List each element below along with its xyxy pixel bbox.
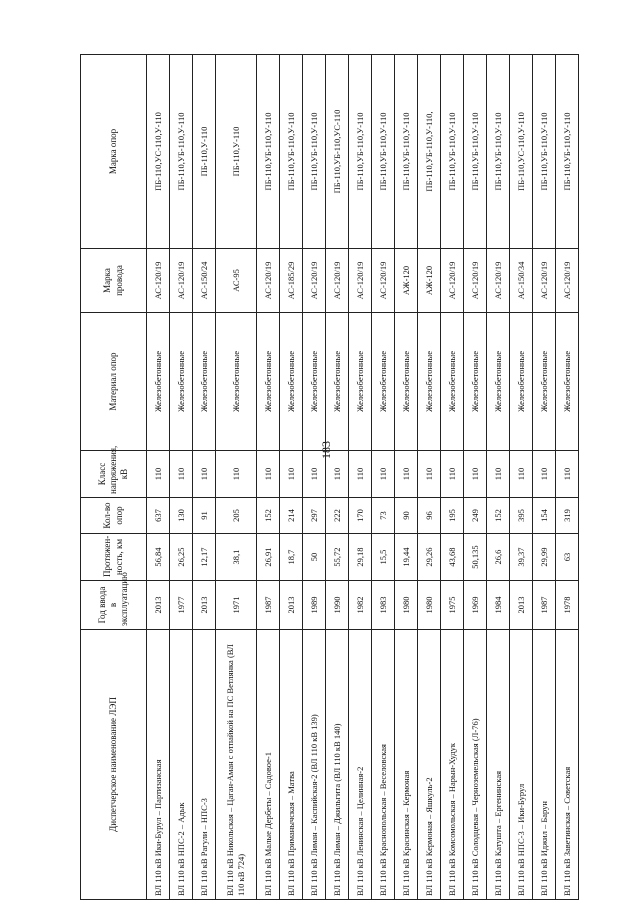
cell-voltage: 110: [170, 451, 193, 498]
cell-towers-count: 249: [463, 498, 486, 534]
cell-year: 1980: [417, 581, 440, 630]
cell-year: 1989: [302, 581, 325, 630]
cell-year: 1984: [486, 581, 509, 630]
cell-tower-grade: ПБ-110,УБ-110,У-110: [256, 55, 279, 249]
cell-tower-grade: ПБ-110,УБ-110,У-110: [170, 55, 193, 249]
cell-length: 39,37: [509, 534, 532, 581]
header-tower-grade: Марка опор: [81, 55, 147, 249]
cell-towers-count: 130: [170, 498, 193, 534]
cell-year: 1969: [463, 581, 486, 630]
header-wire-grade: Марка провода: [81, 249, 147, 313]
cell-towers-count: 637: [147, 498, 170, 534]
cell-length: 29,26: [417, 534, 440, 581]
cell-line-name: ВЛ 110 кВ Красинская – Кермоная: [394, 630, 417, 900]
table-body: [147, 55, 579, 900]
cell-tower-material: Железобетонные: [371, 313, 394, 451]
cell-wire-grade: АС-120/19: [371, 249, 394, 313]
cell-towers-count: 395: [509, 498, 532, 534]
cell-tower-grade: ПБ-110,УБ-110,УС-110: [325, 55, 348, 249]
cell-length: 29,18: [348, 534, 371, 581]
cell-voltage: 110: [147, 451, 170, 498]
table-row: [532, 55, 555, 900]
cell-tower-material: Железобетонные: [170, 313, 193, 451]
cell-tower-grade: ПБ-110,УБ-110,У-110: [532, 55, 555, 249]
cell-tower-material: Железобетонные: [348, 313, 371, 451]
cell-voltage: 110: [509, 451, 532, 498]
cell-length: 29,99: [532, 534, 555, 581]
cell-voltage: 110: [532, 451, 555, 498]
table-row: [463, 55, 486, 900]
cell-tower-grade: ПБ-110,УБ-110,У-110: [440, 55, 463, 249]
cell-voltage: 110: [371, 451, 394, 498]
header-length: Протяжен-ность, км: [81, 534, 147, 581]
cell-length: 19,44: [394, 534, 417, 581]
cell-tower-material: Железобетонные: [325, 313, 348, 451]
cell-wire-grade: АС-150/34: [509, 249, 532, 313]
cell-voltage: 110: [417, 451, 440, 498]
cell-tower-grade: ПБ-110,УБ-110,У-110: [486, 55, 509, 249]
cell-wire-grade: АС-120/19: [440, 249, 463, 313]
cell-length: 26,6: [486, 534, 509, 581]
cell-line-name: ВЛ 110 кВ Краснопольская – Веселовская: [371, 630, 394, 900]
cell-length: 50: [302, 534, 325, 581]
cell-wire-grade: АЖ-120: [417, 249, 440, 313]
cell-voltage: 110: [256, 451, 279, 498]
table-row: [325, 55, 348, 900]
cell-towers-count: 195: [440, 498, 463, 534]
cell-towers-count: 319: [555, 498, 578, 534]
cell-tower-material: Железобетонные: [279, 313, 302, 451]
cell-tower-grade: ПБ-110,УБ-110,У-110: [279, 55, 302, 249]
cell-towers-count: 170: [348, 498, 371, 534]
table-row: [216, 55, 257, 900]
cell-tower-grade: ПБ-110,УБ-110,У-110: [394, 55, 417, 249]
page-number: 183: [319, 441, 333, 459]
cell-wire-grade: АС-185/29: [279, 249, 302, 313]
cell-tower-grade: ПБ-110,УБ-110,У-110: [302, 55, 325, 249]
cell-wire-grade: АЖ-120: [394, 249, 417, 313]
cell-wire-grade: АС-120/19: [486, 249, 509, 313]
header-towers-count: Кол-во опор: [81, 498, 147, 534]
cell-towers-count: 297: [302, 498, 325, 534]
cell-line-name: ВЛ 110 кВ Кермоная – Яшкуль-2: [417, 630, 440, 900]
cell-tower-material: Железобетонные: [216, 313, 257, 451]
cell-year: 1971: [216, 581, 257, 630]
table-row: [509, 55, 532, 900]
cell-voltage: 110: [216, 451, 257, 498]
cell-year: 1975: [440, 581, 463, 630]
cell-towers-count: 214: [279, 498, 302, 534]
cell-wire-grade: АС-120/19: [532, 249, 555, 313]
cell-towers-count: 73: [371, 498, 394, 534]
cell-year: 1987: [256, 581, 279, 630]
cell-length: 26,91: [256, 534, 279, 581]
cell-towers-count: 91: [193, 498, 216, 534]
cell-towers-count: 152: [256, 498, 279, 534]
cell-year: 1978: [555, 581, 578, 630]
cell-wire-grade: АС-120/19: [325, 249, 348, 313]
cell-wire-grade: АС-120/19: [256, 249, 279, 313]
table-row: [279, 55, 302, 900]
cell-voltage: 110: [348, 451, 371, 498]
cell-wire-grade: АС-120/19: [170, 249, 193, 313]
cell-line-name: ВЛ 110 кВ НПС-2 – Адык: [170, 630, 193, 900]
cell-towers-count: 152: [486, 498, 509, 534]
cell-year: 1977: [170, 581, 193, 630]
cell-tower-material: Железобетонные: [193, 313, 216, 451]
cell-voltage: 110: [193, 451, 216, 498]
table-row: [147, 55, 170, 900]
cell-tower-material: Железобетонные: [555, 313, 578, 451]
cell-tower-grade: ПБ-110,УБ-110,У-110: [463, 55, 486, 249]
cell-line-name: ВЛ 110 кВ Рагули – НПС-3: [193, 630, 216, 900]
cell-year: 1983: [371, 581, 394, 630]
cell-line-name: ВЛ 110 кВ Солодцевая – Черноземельская (Л-76): [463, 630, 486, 900]
cell-wire-grade: АС-150/24: [193, 249, 216, 313]
table-header-row: [81, 55, 147, 900]
cell-line-name: ВЛ 110 кВ НПС-3 – Ики-Бурул: [509, 630, 532, 900]
table-row: [170, 55, 193, 900]
table-row: [371, 55, 394, 900]
cell-year: 1980: [394, 581, 417, 630]
cell-line-name: ВЛ 110 кВ Лиман – Каспийская-2 (ВЛ 110 кВ 139): [302, 630, 325, 900]
table-row: [417, 55, 440, 900]
cell-wire-grade: АС-120/19: [302, 249, 325, 313]
cell-line-name: ВЛ 110 кВ Никольская – Цаган-Аман с отпайкой на ПС Ветлянка (ВЛ 110 кВ 724): [216, 630, 257, 900]
cell-line-name: ВЛ 110 кВ Иджил – Барун: [532, 630, 555, 900]
cell-tower-material: Железобетонные: [256, 313, 279, 451]
cell-tower-material: Железобетонные: [486, 313, 509, 451]
rotated-table-frame: [80, 55, 579, 900]
cell-tower-material: Железобетонные: [394, 313, 417, 451]
cell-tower-material: Железобетонные: [463, 313, 486, 451]
cell-wire-grade: АС-120/19: [555, 249, 578, 313]
table-row: [193, 55, 216, 900]
cell-tower-grade: ПБ-110,У-110: [216, 55, 257, 249]
cell-towers-count: 222: [325, 498, 348, 534]
cell-line-name: ВЛ 110 кВ Ики-Бурул – Партизанская: [147, 630, 170, 900]
cell-voltage: 110: [486, 451, 509, 498]
cell-length: 15,5: [371, 534, 394, 581]
cell-voltage: 110: [325, 451, 348, 498]
cell-length: 26,25: [170, 534, 193, 581]
cell-towers-count: 205: [216, 498, 257, 534]
cell-voltage: 110: [394, 451, 417, 498]
cell-length: 12,17: [193, 534, 216, 581]
cell-tower-material: Железобетонные: [509, 313, 532, 451]
table-row: [486, 55, 509, 900]
cell-length: 43,68: [440, 534, 463, 581]
table-row: [440, 55, 463, 900]
cell-line-name: ВЛ 110 кВ Приманычская – Матва: [279, 630, 302, 900]
cell-year: 1982: [348, 581, 371, 630]
cell-length: 55,72: [325, 534, 348, 581]
cell-year: 2013: [279, 581, 302, 630]
cell-line-name: ВЛ 110 кВ Ленинская – Целинная-2: [348, 630, 371, 900]
cell-wire-grade: АС-95: [216, 249, 257, 313]
table-row: [555, 55, 578, 900]
cell-tower-grade: ПБ-110,УС-110,У-110: [147, 55, 170, 249]
cell-towers-count: 90: [394, 498, 417, 534]
cell-towers-count: 96: [417, 498, 440, 534]
cell-wire-grade: АС-120/19: [463, 249, 486, 313]
cell-towers-count: 154: [532, 498, 555, 534]
table-row: [256, 55, 279, 900]
cell-tower-material: Железобетонные: [532, 313, 555, 451]
table-row: [348, 55, 371, 900]
cell-voltage: 110: [302, 451, 325, 498]
cell-tower-material: Железобетонные: [417, 313, 440, 451]
cell-voltage: 110: [463, 451, 486, 498]
cell-line-name: ВЛ 110 кВ Лиман – Джильгита (ВЛ 110 кВ 140): [325, 630, 348, 900]
cell-tower-material: Железобетонные: [147, 313, 170, 451]
cell-tower-material: Железобетонные: [440, 313, 463, 451]
header-voltage: Класс напряжения, кВ: [81, 451, 147, 498]
cell-wire-grade: АС-120/19: [348, 249, 371, 313]
cell-voltage: 110: [279, 451, 302, 498]
cell-line-name: ВЛ 110 кВ Катушта – Ергенинская: [486, 630, 509, 900]
cell-tower-grade: ПБ-110,УБ-110,У-110: [348, 55, 371, 249]
cell-year: 1987: [532, 581, 555, 630]
cell-voltage: 110: [440, 451, 463, 498]
cell-length: 56,84: [147, 534, 170, 581]
cell-line-name: ВЛ 110 кВ Малые Дербеты – Садовое-1: [256, 630, 279, 900]
cell-year: 2013: [193, 581, 216, 630]
cell-tower-grade: ПБ-110,УБ-110,У-110,: [417, 55, 440, 249]
cell-year: 1990: [325, 581, 348, 630]
cell-length: 18,7: [279, 534, 302, 581]
cell-year: 2013: [147, 581, 170, 630]
cell-tower-material: Железобетонные: [302, 313, 325, 451]
table-row: [302, 55, 325, 900]
cell-year: 2013: [509, 581, 532, 630]
header-year: Год ввода в эксплуатацию: [81, 581, 147, 630]
power-lines-table: [80, 54, 579, 900]
cell-wire-grade: АС-120/19: [147, 249, 170, 313]
cell-tower-grade: ПБ-110,УС-110,У-110: [509, 55, 532, 249]
cell-tower-grade: ПБ-110,УБ-110,У-110: [371, 55, 394, 249]
cell-voltage: 110: [555, 451, 578, 498]
table-row: [394, 55, 417, 900]
header-tower-material: Материал опор: [81, 313, 147, 451]
cell-length: 38,1: [216, 534, 257, 581]
cell-length: 50,135: [463, 534, 486, 581]
cell-line-name: ВЛ 110 кВ Заветинская – Советская: [555, 630, 578, 900]
cell-tower-grade: ПБ-110,УБ-110,У-110: [555, 55, 578, 249]
header-line-name: Диспетчерское наименование ЛЭП: [81, 630, 147, 900]
cell-line-name: ВЛ 110 кВ Комсомольская – Нарын-Худук: [440, 630, 463, 900]
cell-length: 63: [555, 534, 578, 581]
cell-tower-grade: ПБ-110,У-110: [193, 55, 216, 249]
